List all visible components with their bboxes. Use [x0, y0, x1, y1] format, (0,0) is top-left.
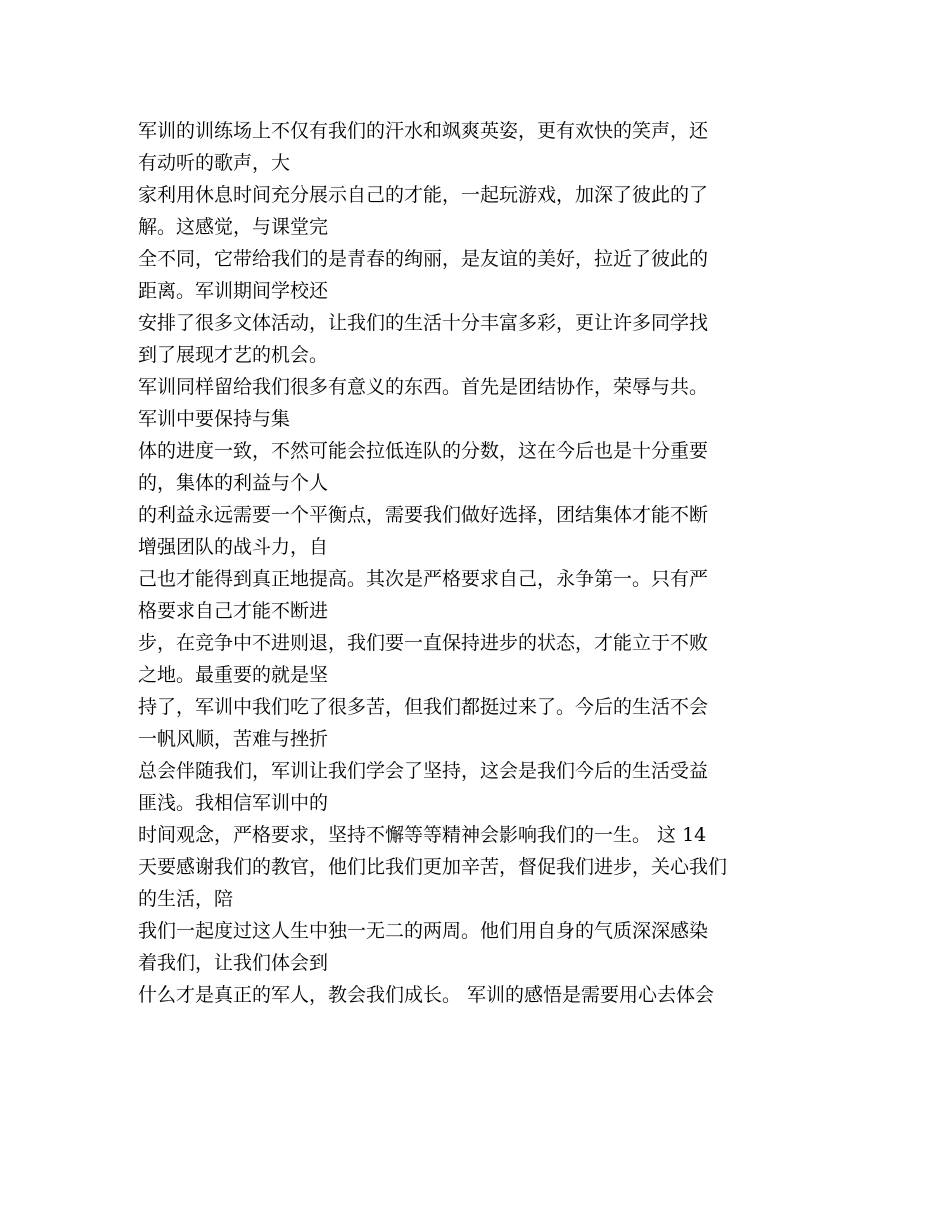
text-line: 军训中要保持与集: [138, 408, 291, 430]
text-line: 军训的训练场上不仅有我们的汗水和飒爽英姿，更有欢快的笑声，还: [138, 120, 709, 142]
text-line: 距离。军训期间学校还: [138, 280, 329, 302]
text-line: 时间观念，严格要求，坚持不懈等等精神会影响我们的一生。 这 14: [138, 824, 707, 846]
body-text: [138, 115, 818, 1011]
text-line: 的，集体的利益与个人: [138, 472, 329, 494]
text-line: 的生活，陪: [138, 888, 234, 910]
text-line: 增强团队的战斗力，自: [138, 536, 329, 558]
text-line: 己也才能得到真正地提高。其次是严格要求自己，永争第一。只有严: [138, 568, 709, 590]
text-line: 解。这感觉，与课堂完: [138, 216, 329, 238]
text-line: 着我们，让我们体会到: [138, 952, 329, 974]
text-line: 天要感谢我们的教官，他们比我们更加辛苦，督促我们进步，关心我们: [138, 856, 728, 878]
text-line: 的利益永远需要一个平衡点，需要我们做好选择，团结集体才能不断: [138, 504, 709, 526]
text-line: 持了，军训中我们吃了很多苦，但我们都挺过来了。今后的生活不会: [138, 696, 709, 718]
text-line: 军训同样留给我们很多有意义的东西。首先是团结协作，荣辱与共。: [138, 376, 709, 398]
text-line: 总会伴随我们，军训让我们学会了坚持，这会是我们今后的生活受益: [138, 760, 709, 782]
text-line: 步，在竞争中不进则退，我们要一直保持进步的状态，才能立于不败: [138, 632, 709, 654]
text-line: 家利用休息时间充分展示自己的才能，一起玩游戏，加深了彼此的了: [138, 184, 709, 206]
text-line: 全不同，它带给我们的是青春的绚丽，是友谊的美好，拉近了彼此的: [138, 248, 709, 270]
text-line: 之地。最重要的就是坚: [138, 664, 329, 686]
text-line: 格要求自己才能不断进: [138, 600, 329, 622]
text-line: 匪浅。我相信军训中的: [138, 792, 329, 814]
text-line: 安排了很多文体活动，让我们的生活十分丰富多彩，更让许多同学找: [138, 312, 709, 334]
text-line: 到了展现才艺的机会。: [138, 344, 329, 366]
text-line: 我们一起度过这人生中独一无二的两周。他们用自身的气质深深感染: [138, 920, 709, 942]
text-line: 一帆风顺，苦难与挫折: [138, 728, 329, 750]
text-line: 有动听的歌声，大: [138, 152, 291, 174]
text-line: 体的进度一致，不然可能会拉低连队的分数，这在今后也是十分重要: [138, 440, 709, 462]
text-line: 什么才是真正的军人，教会我们成长。 军训的感悟是需要用心去体会: [138, 984, 715, 1006]
